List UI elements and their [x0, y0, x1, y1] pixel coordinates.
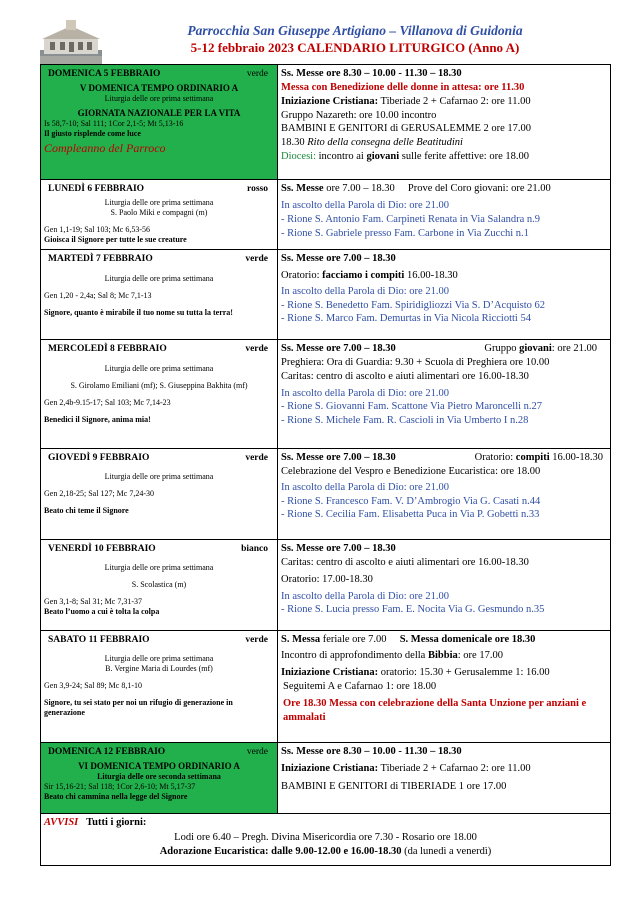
- event-line: Iniziazione Cristiana: Tiberiade 2 + Cafarnao 2: ore 11.00: [281, 95, 531, 107]
- day-info-12: [41, 743, 278, 814]
- event-line: Seguitemi A e Cafarnao 1: ore 18.00: [283, 680, 437, 692]
- event-title: GIORNATA NAZIONALE PER LA VITA: [77, 108, 241, 119]
- psalm-response: Il giusto risplende come luce: [44, 129, 141, 139]
- day-info-8: [41, 340, 278, 449]
- readings: Gen 1,20 - 2,4a; Sal 8; Mc 7,1-13: [44, 290, 152, 300]
- mass-times: Ss. Messe ore 7.00 – 18.30 Oratorio: compiti 16.00-18.30: [281, 452, 603, 463]
- day-events-12: [278, 743, 611, 814]
- event-line: In ascolto della Parola di Dio: ore 21.00: [281, 481, 449, 493]
- psalm-response: Beato chi cammina nella legge del Signore: [44, 792, 188, 802]
- day-name: SABATO 11 FEBBRAIO: [48, 635, 150, 645]
- day-header: [44, 745, 274, 761]
- day-info-5: [41, 65, 278, 180]
- day-name: VENERDÌ 10 FEBBRAIO: [48, 544, 156, 554]
- day-row-11: [41, 631, 611, 743]
- saint-of-day: S. Scolastica (m): [131, 579, 187, 589]
- event-line: In ascolto della Parola di Dio: ore 21.00: [281, 590, 449, 602]
- event-line: - Rione S. Marco Fam. Demurtas in Via Nicola Ricciotti 54: [281, 313, 531, 325]
- day-events-6: [278, 180, 611, 250]
- event-line: Iniziazione Cristiana: oratorio: 15.30 + Gerusalemme 1: 16.00: [281, 666, 550, 678]
- day-header: [44, 182, 274, 198]
- day-events-7: [278, 250, 611, 340]
- liturgical-color: verde: [245, 635, 268, 645]
- sunday-title: VI DOMENICA TEMPO ORDINARIO A: [78, 760, 240, 771]
- psalm-response: Beato l’uomo a cui è tolta la colpa: [44, 606, 160, 616]
- event-line: - Rione S. Francesco Fam. V. D’Ambrogio Via G. Casati n.44: [281, 495, 541, 507]
- saint-of-day: B. Vergine Maria di Lourdes (mf): [105, 663, 213, 673]
- parish-title: Parrocchia San Giuseppe Artigiano – Villanova di Guidonia: [187, 23, 523, 38]
- event-line: Incontro di approfondimento della Bibbia: ore 17.00: [281, 649, 503, 661]
- readings: Gen 1,1-19; Sal 103; Mc 6,53-56: [44, 224, 150, 234]
- day-name: MARTEDÌ 7 FEBBRAIO: [48, 254, 153, 264]
- day-header: [44, 542, 274, 558]
- day-info-11: [41, 631, 278, 743]
- avvisi-heading: AVVISI Tutti i giorni:: [44, 817, 147, 828]
- day-name: GIOVEDÌ 9 FEBBRAIO: [48, 453, 150, 463]
- event-line: - Rione S. Antonio Fam. Carpineti Renata in Via Salandra n.9: [281, 213, 541, 225]
- church-logo: [40, 20, 102, 64]
- day-name: MERCOLEDÌ 8 FEBBRAIO: [48, 344, 167, 354]
- readings: Gen 3,9-24; Sal 89; Mc 8,1-10: [44, 680, 142, 690]
- mass-times: Ss. Messe ore 7.00 – 18.30 Prove del Coro giovani: ore 21.00: [281, 183, 551, 194]
- event-line: - Rione S. Lucia presso Fam. E. Nocita Via G. Gesmundo n.35: [281, 604, 545, 616]
- day-info-9: [41, 449, 278, 540]
- adoration-line: Adorazione Eucaristica: dalle 9.00-12.00 e 16.00-18.30 (da lunedì a venerdì): [159, 846, 492, 858]
- day-row-8: [41, 340, 611, 449]
- day-info-7: [41, 250, 278, 340]
- day-header: [44, 633, 274, 649]
- day-name: DOMENICA 12 FEBBRAIO: [48, 747, 166, 757]
- event-line: Diocesi: incontro ai giovani sulle ferite affettive: ore 18.00: [281, 151, 529, 163]
- event-line: Caritas: centro di ascolto e aiuti alimentari ore 16.00-18.30: [281, 556, 529, 568]
- psalm-response: Signore, tu sei stato per noi un rifugio di generazione in generazione: [44, 697, 233, 717]
- liturgy-week: Liturgia delle ore prima settimana: [104, 363, 214, 373]
- day-header: [44, 252, 274, 268]
- readings: Sir 15,16-21; Sal 118; 1Cor 2,6-10; Mt 5,17-37: [44, 782, 196, 792]
- readings: Gen 2,4b-9.15-17; Sal 103; Mc 7,14-23: [44, 397, 171, 407]
- liturgy-week: Liturgia delle ore prima settimana: [104, 653, 214, 663]
- psalm-response: Gioisca il Signore per tutte le sue creature: [44, 234, 187, 244]
- day-row-12: [41, 743, 611, 814]
- liturgical-color: verde: [245, 254, 268, 264]
- birthday-note: Compleanno del Parroco: [44, 141, 166, 156]
- event-line: Oratorio: facciamo i compiti 16.00-18.30: [281, 269, 458, 281]
- event-line: Celebrazione del Vespro e Benedizione Eucaristica: ore 18.00: [281, 465, 541, 477]
- calendar-table: [40, 64, 611, 866]
- liturgical-color: bianco: [241, 544, 268, 554]
- day-events-11: [278, 631, 611, 743]
- mass-times: Ss. Messe ore 8.30 – 10.00 - 11.30 – 18.30: [281, 746, 462, 757]
- psalm-response: Benedici il Signore, anima mia!: [44, 414, 151, 424]
- event-line: - Rione S. Cecilia Fam. Elisabetta Puca in Via P. Gobetti n.33: [281, 509, 540, 521]
- day-name: LUNEDÌ 6 FEBBRAIO: [48, 184, 145, 194]
- sunday-title: V DOMENICA TEMPO ORDINARIO A: [79, 82, 239, 93]
- day-events-10: [278, 540, 611, 631]
- liturgical-color: verde: [246, 747, 268, 757]
- readings: Gen 3,1-8; Sal 31; Mc 7,31-37: [44, 596, 142, 606]
- day-row-10: [41, 540, 611, 631]
- event-line: 18.30 Rito della consegna delle Beatitudini: [281, 137, 463, 149]
- liturgy-week: Liturgia delle ore prima settimana: [104, 273, 214, 283]
- readings: Gen 2,18-25; Sal 127; Mc 7,24-30: [44, 488, 154, 498]
- day-events-9: [278, 449, 611, 540]
- unction-mass-note: Ore 18.30 Messa con celebrazione della Santa Unzione per anziani e ammalati: [283, 698, 587, 724]
- liturgy-week: Liturgia delle ore prima settimana: [104, 94, 214, 104]
- event-line: In ascolto della Parola di Dio: ore 21.00: [281, 199, 449, 211]
- liturgy-week: Liturgia delle ore prima settimana: [104, 197, 214, 207]
- liturgical-color: verde: [245, 344, 268, 354]
- event-line: Caritas: centro di ascolto e aiuti alimentari ore 16.00-18.30: [281, 370, 529, 382]
- event-line: Oratorio: 17.00-18.30: [281, 573, 373, 585]
- event-line: Gruppo Nazareth: ore 10.00 incontro: [281, 109, 437, 121]
- event-line: - Rione S. Benedetto Fam. Spiridigliozzi Via S. D’Acquisto 62: [281, 299, 545, 311]
- day-row-5: [41, 65, 611, 180]
- mass-times: S. Messa feriale ore 7.00 S. Messa domenicale ore 18.30: [281, 634, 536, 645]
- liturgy-week: Liturgia delle ore seconda settimana: [97, 772, 221, 782]
- event-line: In ascolto della Parola di Dio: ore 21.00: [281, 285, 449, 297]
- day-info-10: [41, 540, 278, 631]
- event-line: - Rione S. Giovanni Fam. Scattone Via Pietro Maroncelli n.27: [281, 401, 543, 413]
- mass-times: Ss. Messe ore 7.00 – 18.30: [281, 543, 396, 554]
- mass-times: Ss. Messe ore 7.00 – 18.30 Gruppo giovani: ore 21.00: [281, 343, 597, 354]
- day-row-7: [41, 250, 611, 340]
- day-events-8: [278, 340, 611, 449]
- event-line: Preghiera: Ora di Guardia: 9.30 + Scuola di Preghiera ore 10.00: [281, 356, 550, 368]
- event-line: BAMBINI E GENITORI di TIBERIADE 1 ore 17.00: [281, 780, 507, 792]
- day-row-9: [41, 449, 611, 540]
- readings: Is 58,7-10; Sal 111; 1Cor 2,1-5; Mt 5,13-16: [44, 119, 184, 129]
- liturgical-color: verde: [246, 69, 268, 79]
- event-line: BAMBINI E GENITORI di GERUSALEMME 2 ore 17.00: [281, 123, 532, 135]
- day-events-5: [278, 65, 611, 180]
- mass-times: Ss. Messe ore 8.30 – 10.00 - 11.30 – 18.30: [281, 68, 462, 79]
- liturgical-color: rosso: [247, 184, 268, 194]
- mass-times: Ss. Messe ore 7.00 – 18.30: [281, 253, 396, 264]
- event-line: Messa con Benedizione delle donne in attesa: ore 11.30: [281, 81, 525, 93]
- day-row-6: [41, 180, 611, 250]
- day-header: [44, 342, 274, 358]
- liturgy-week: Liturgia delle ore prima settimana: [104, 471, 214, 481]
- daily-prayers: Lodi ore 6.40 – Pregh. Divina Misericordia ore 7.30 - Rosario ore 18.00: [174, 831, 477, 843]
- day-header: [44, 67, 274, 83]
- liturgy-week: Liturgia delle ore prima settimana: [104, 562, 214, 572]
- avvisi-row: [41, 814, 611, 866]
- avvisi-box: [41, 814, 611, 866]
- header: [0, 0, 635, 62]
- event-line: Iniziazione Cristiana: Tiberiade 2 + Cafarnao 2: ore 11.00: [281, 762, 531, 774]
- event-line: - Rione S. Michele Fam. R. Cascioli in Via Umberto I n.28: [281, 415, 529, 427]
- event-line: In ascolto della Parola di Dio: ore 21.00: [281, 387, 449, 399]
- saint-of-day: S. Paolo Miki e compagni (m): [110, 207, 208, 217]
- day-info-6: [41, 180, 278, 250]
- saint-of-day: S. Girolamo Emiliani (mf); S. Giuseppina Bakhita (mf): [70, 380, 248, 390]
- calendar-subtitle: 5-12 febbraio 2023 CALENDARIO LITURGICO (Anno A): [190, 40, 520, 55]
- day-header: [44, 451, 274, 467]
- psalm-response: Signore, quanto è mirabile il tuo nome su tutta la terra!: [44, 307, 233, 317]
- liturgical-color: verde: [245, 453, 268, 463]
- day-name: DOMENICA 5 FEBBRAIO: [48, 69, 161, 79]
- event-line: - Rione S. Gabriele presso Fam. Carbone in Via Zucchi n.1: [281, 227, 529, 239]
- psalm-response: Beato chi teme il Signore: [44, 505, 129, 515]
